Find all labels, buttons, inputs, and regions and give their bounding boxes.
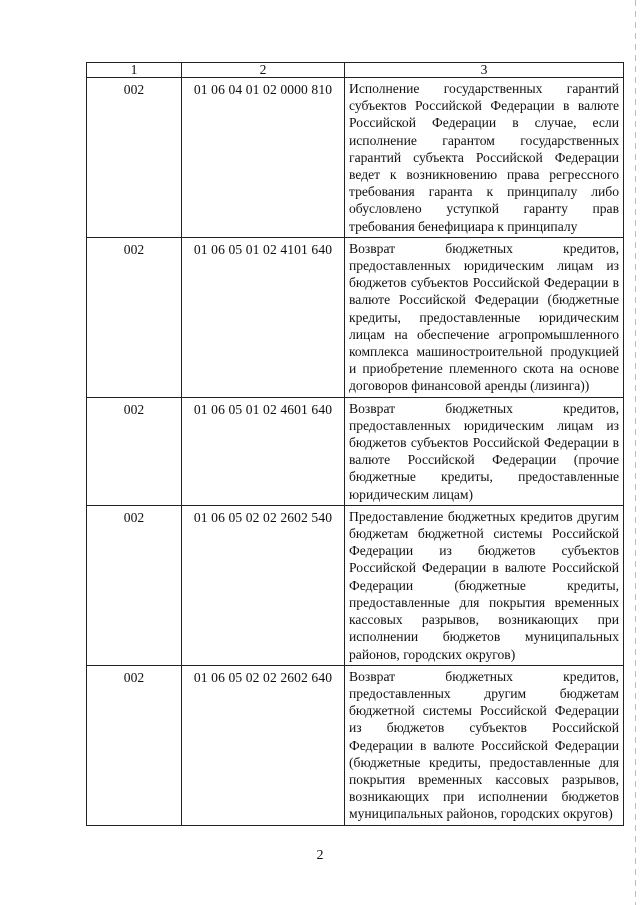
classification-code: 01 06 05 02 02 2602 640: [182, 665, 345, 825]
administrator-code: 002: [87, 397, 182, 505]
administrator-code: 002: [87, 78, 182, 238]
page-number: 2: [316, 848, 324, 863]
administrator-code: 002: [87, 237, 182, 397]
source-description: Возврат бюджетных кредитов, предоставленных другим бюджетам бюджетной системы Российской Федерации из бюджетов субъектов Российской Федерации в валюте Российской Федерации (бюджетные кредиты, предоставленные для покрытия временных кассовых разрывов, возникающих при исполнении бюджетов муниципальных районов, городских округов): [345, 665, 624, 825]
budget-classification-table: [86, 62, 624, 826]
source-description: Предоставление бюджетных кредитов другим бюджетам бюджетной системы Российской Федерации из бюджетов субъектов Российской Федерации в валюте Российской Федерации (бюджетные кредиты, предоставленные для покрытия временных кассовых разрывов, возникающих при исполнении бюджетов муниципальных районов, городских округов): [345, 505, 624, 665]
column-number-row: [87, 63, 624, 78]
classification-code: 01 06 05 01 02 4101 640: [182, 237, 345, 397]
table-row: [87, 665, 624, 825]
source-description: Возврат бюджетных кредитов, предоставленных юридическим лицам из бюджетов субъектов Российской Федерации в валюте Российской Федерации (прочие бюджетные кредиты, предоставленные юридическим лицам): [345, 397, 624, 505]
column-number-3: 3: [345, 63, 624, 78]
source-description: Исполнение государственных гарантий субъектов Российской Федерации в валюте Российской Федерации в случае, если исполнение гарантом государственных гарантий субъекта Российской Федерации ведет к возникновению права регрессного требования гаранта к принципалу либо обусловлено уступкой гаранту прав требования бенефициара к принципалу: [345, 78, 624, 238]
administrator-code: 002: [87, 665, 182, 825]
classification-code: 01 06 04 01 02 0000 810: [182, 78, 345, 238]
table-row: [87, 505, 624, 665]
column-number-1: 1: [87, 63, 182, 78]
source-description: Возврат бюджетных кредитов, предоставленных юридическим лицам из бюджетов субъектов Российской Федерации в валюте Российской Федерации (бюджетные кредиты, предоставленные юридическим лицам на обеспечение агропромышленного комплекса машиностроительной продукцией и приобретение племенного скота на основе договоров финансовой аренды (лизинга)): [345, 237, 624, 397]
table-row: [87, 397, 624, 505]
column-number-2: 2: [182, 63, 345, 78]
table-row: [87, 78, 624, 238]
administrator-code: 002: [87, 505, 182, 665]
classification-code: 01 06 05 01 02 4601 640: [182, 397, 345, 505]
scan-edge-artifact: [635, 0, 636, 905]
classification-code: 01 06 05 02 02 2602 540: [182, 505, 345, 665]
table-row: [87, 237, 624, 397]
